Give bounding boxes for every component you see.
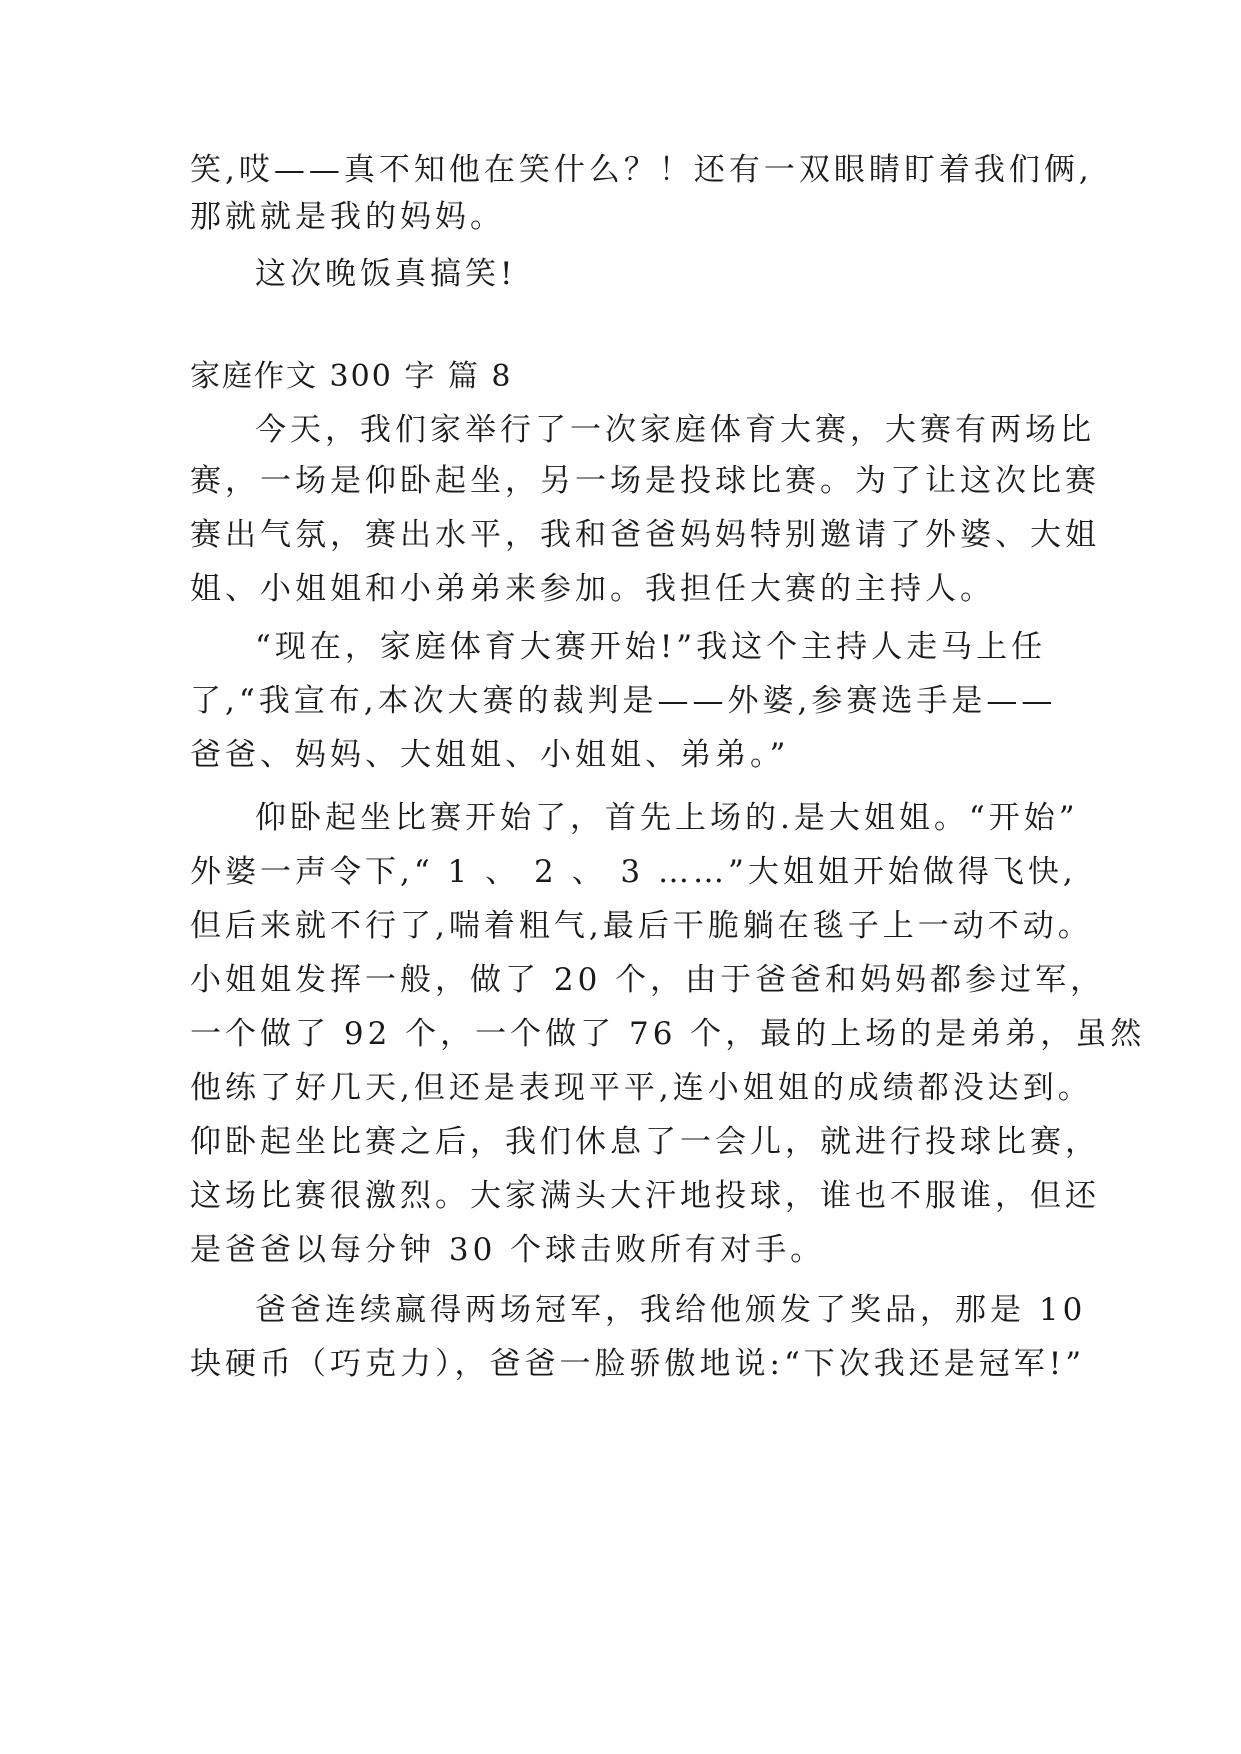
paragraph-line: 仰卧起坐比赛之后，我们休息了一会儿，就进行投球比赛，: [190, 1124, 1100, 1160]
paragraph-line: 今天，我们家举行了一次家庭体育大赛，大赛有两场比: [255, 412, 1095, 448]
paragraph-line: 一个做了 92 个，一个做了 76 个，最的上场的是弟弟，虽然: [190, 1016, 1146, 1052]
prev-text-line-2: 那就就是我的妈妈。: [190, 199, 505, 235]
paragraph-line: 块硬币（巧克力），爸爸一脸骄傲地说:“下次我还是冠军!”: [190, 1346, 1086, 1382]
paragraph-line: 姐、小姐姐和小弟弟来参加。我担任大赛的主持人。: [190, 571, 995, 607]
paragraph-line: 赛，一场是仰卧起坐，另一场是投球比赛。为了让这次比赛: [190, 463, 1100, 499]
paragraph-line: 是爸爸以每分钟 30 个球击败所有对手。: [190, 1232, 826, 1268]
paragraph-line: 了,“我宣布,本次大赛的裁判是——外婆,参赛选手是——: [190, 683, 1057, 719]
paragraph-line: 他练了好几天,但还是表现平平,连小姐姐的成绩都没达到。: [190, 1070, 1093, 1106]
paragraph-line: 外婆一声令下,“ 1 、 2 、 3 ……”大姐姐开始做得飞快,: [190, 854, 1077, 890]
prev-text-line-3: 这次晚饭真搞笑!: [255, 256, 517, 292]
paragraph-line: 赛出气氛，赛出水平，我和爸爸妈妈特别邀请了外婆、大姐: [190, 517, 1100, 553]
paragraph-line: 仰卧起坐比赛开始了，首先上场的.是大姐姐。“开始”: [255, 800, 1079, 836]
section-title: 家庭作文 300 字 篇 8: [190, 359, 513, 394]
prev-text-line-1: 笑,哎——真不知他在笑什么？！还有一双眼睛盯着我们俩,: [190, 152, 1093, 188]
paragraph-line: “现在，家庭体育大赛开始!”我这个主持人走马上任: [255, 629, 1047, 665]
paragraph-line: 小姐姐发挥一般，做了 20 个，由于爸爸和妈妈都参过军，: [190, 962, 1106, 998]
paragraph-line: 但后来就不行了,喘着粗气,最后干脆躺在毯子上一动不动。: [190, 908, 1093, 944]
paragraph-line: 爸爸、妈妈、大姐姐、小姐姐、弟弟。”: [190, 737, 790, 773]
paragraph-line: 爸爸连续赢得两场冠军，我给他颁发了奖品，那是 10: [255, 1292, 1087, 1328]
paragraph-line: 这场比赛很激烈。大家满头大汗地投球，谁也不服谁，但还: [190, 1178, 1100, 1214]
